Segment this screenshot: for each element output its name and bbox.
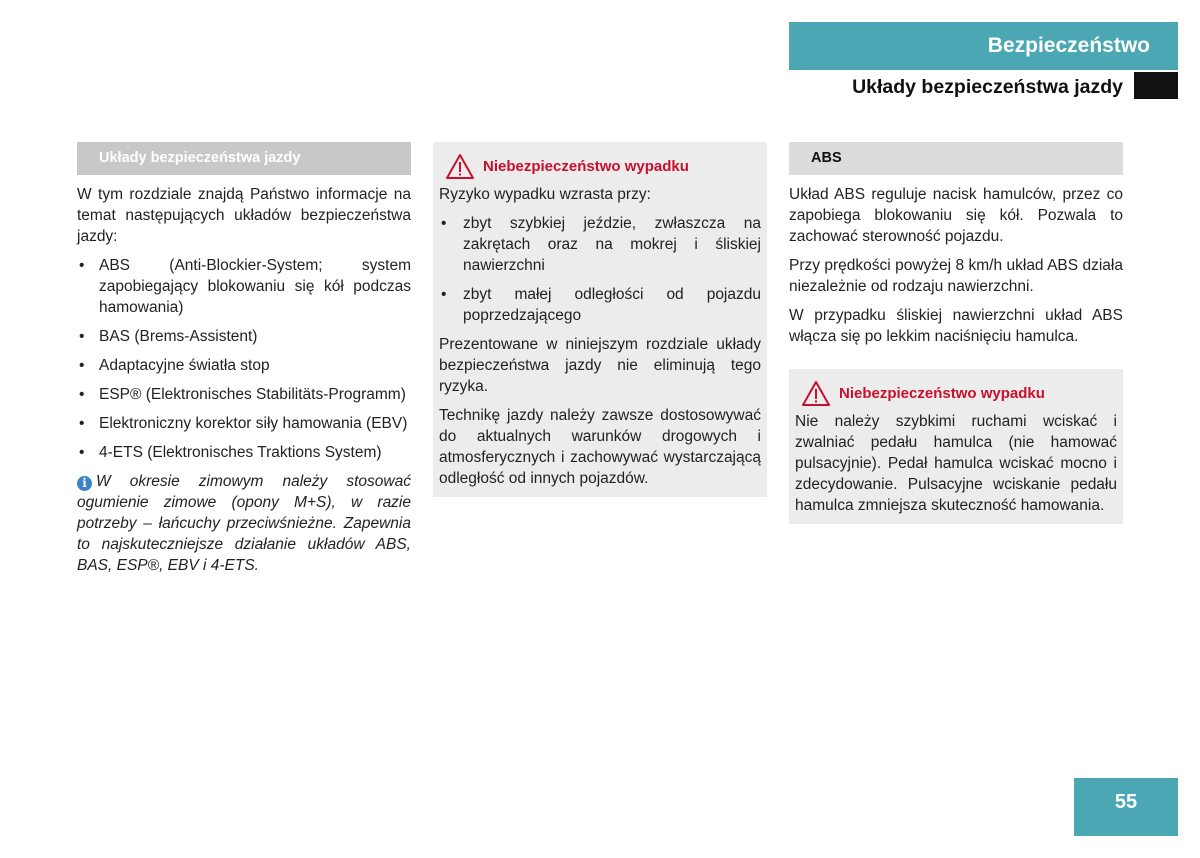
warning-box bbox=[789, 369, 1123, 524]
column-right bbox=[789, 142, 1123, 524]
list-item: • ESP® (Elektronisches Stabilitäts-Programm) bbox=[77, 384, 411, 405]
list-item: • Adaptacyjne światła stop bbox=[77, 355, 411, 376]
column-heading: Układy bezpieczeństwa jazdy bbox=[77, 142, 411, 175]
warning-triangle-icon bbox=[445, 153, 475, 180]
info-note-text: W okresie zimowym należy stosować ogumienie zimowe (opony M+S), w razie potrzeby – łańcuchy przeciwśnieżne. Zapewnia to najskuteczniejsze działanie układów ABS, BAS, ESP®, EBV i 4-ETS. bbox=[77, 473, 411, 574]
info-icon: i bbox=[77, 476, 92, 491]
systems-list bbox=[77, 255, 411, 463]
column-middle bbox=[433, 142, 767, 497]
list-item: • zbyt małej odległości od pojazdu poprzedzającego bbox=[439, 284, 761, 326]
list-item: • 4-ETS (Elektronisches Traktions System) bbox=[77, 442, 411, 463]
intro-paragraph: W tym rozdziale znajdą Państwo informacje na temat następujących układów bezpieczeństwa jazdy: bbox=[77, 186, 411, 245]
warning-paragraph: Technikę jazdy należy zawsze dostosowywać do aktualnych warunków drogowych i atmosferycznych i zachowywać wystarczającą odległość od innych pojazdów. bbox=[439, 407, 761, 487]
subsection-title: Układy bezpieczeństwa jazdy bbox=[852, 76, 1123, 98]
info-note bbox=[77, 471, 411, 576]
warning-text: Nie należy szybkimi ruchami wciskać i zwalniać pedału hamulca (nie hamować pulsacyjnie). Pedał hamulca wciskać mocno i zdecydowanie. Pulsacyjne wciskanie pedału hamulca zmniejsza skuteczność hamowania. bbox=[795, 413, 1117, 514]
warning-intro: Ryzyko wypadku wzrasta przy: bbox=[439, 186, 651, 203]
warning-triangle-icon bbox=[801, 380, 831, 407]
warning-heading bbox=[439, 150, 761, 182]
list-item: • BAS (Brems-Assistent) bbox=[77, 326, 411, 347]
warning-heading bbox=[795, 377, 1117, 409]
column-left bbox=[77, 142, 411, 584]
warning-title: Niebezpieczeństwo wypadku bbox=[839, 384, 1045, 402]
abs-paragraph: Przy prędkości powyżej 8 km/h układ ABS działa niezależnie od rodzaju nawierzchni. bbox=[789, 257, 1123, 295]
abs-paragraph: W przypadku śliskiej nawierzchni układ ABS włącza się po lekkim naciśnięciu hamulca. bbox=[789, 307, 1123, 345]
list-item: • zbyt szybkiej jeździe, zwłaszcza na zakrętach oraz na mokrej i śliskiej nawierzchni bbox=[439, 213, 761, 276]
warning-box bbox=[433, 142, 767, 497]
warning-title: Niebezpieczeństwo wypadku bbox=[483, 157, 689, 175]
abs-heading: ABS bbox=[789, 142, 1123, 175]
section-marker bbox=[1134, 72, 1178, 99]
list-item: • Elektroniczny korektor siły hamowania (EBV) bbox=[77, 413, 411, 434]
list-item: • ABS (Anti-Blockier-System; system zapobiegający blokowaniu się kół podczas hamowania) bbox=[77, 255, 411, 318]
risk-list bbox=[439, 213, 761, 326]
warning-paragraph: Prezentowane w niniejszym rozdziale układy bezpieczeństwa jazdy nie eliminują tego ryzyka. bbox=[439, 336, 761, 395]
abs-paragraph: Układ ABS reguluje nacisk hamulców, przez co zapobiega blokowaniu się kół. Pozwala to zachować sterowność pojazdu. bbox=[789, 186, 1123, 245]
page-number: 55 bbox=[1074, 778, 1178, 836]
section-title: Bezpieczeństwo bbox=[789, 22, 1178, 70]
